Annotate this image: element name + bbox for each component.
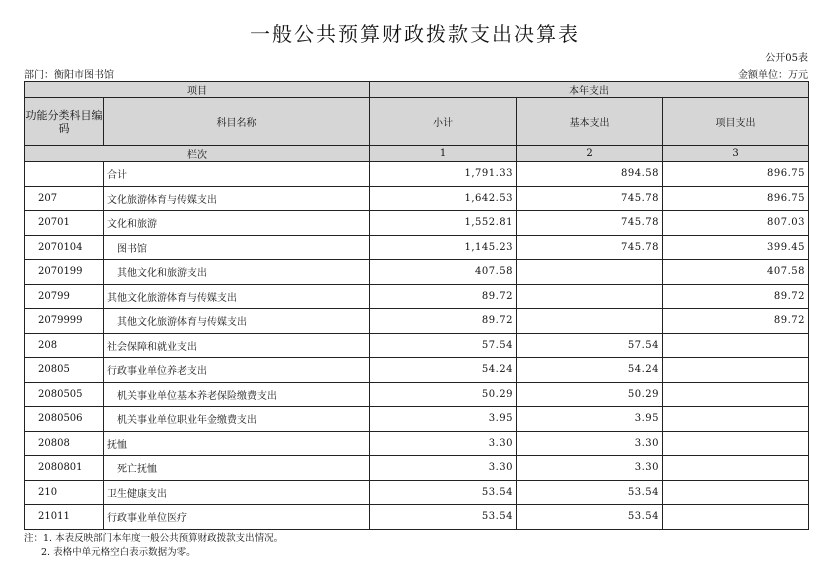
row-subtotal: 3.30 — [370, 431, 517, 456]
row-name: 抚恤 — [104, 431, 370, 456]
row-name: 文化旅游体育与传媒支出 — [104, 186, 370, 211]
header-col2: 2 — [517, 146, 663, 162]
expenditure-table — [24, 81, 809, 530]
row-code: 20805 — [25, 358, 104, 383]
row-name: 合计 — [104, 162, 370, 187]
table-row — [25, 235, 809, 260]
row-project — [663, 456, 809, 481]
row-code: 210 — [25, 480, 104, 505]
table-row — [25, 162, 809, 187]
row-project — [663, 407, 809, 432]
form-number: 公开05表 — [765, 53, 808, 64]
note-1: 注：1. 本表反映部门本年度一般公共预算财政拨款支出情况。 — [24, 533, 284, 544]
row-name: 图书馆 — [104, 235, 370, 260]
row-name: 社会保障和就业支出 — [104, 333, 370, 358]
row-project — [663, 505, 809, 530]
header-col1: 1 — [370, 146, 517, 162]
row-subtotal: 1,145.23 — [370, 235, 517, 260]
table-row — [25, 309, 809, 334]
row-project — [663, 431, 809, 456]
row-basic: 3.95 — [517, 407, 663, 432]
table-row — [25, 333, 809, 358]
footnotes — [24, 532, 283, 560]
row-subtotal: 54.24 — [370, 358, 517, 383]
row-name: 死亡抚恤 — [104, 456, 370, 481]
header-subtotal: 小计 — [370, 98, 517, 146]
table-row — [25, 382, 809, 407]
header-item: 项目 — [25, 82, 370, 98]
table-row — [25, 407, 809, 432]
row-code: 20701 — [25, 211, 104, 236]
row-name: 文化和旅游 — [104, 211, 370, 236]
header-col3: 3 — [663, 146, 809, 162]
row-basic: 3.30 — [517, 431, 663, 456]
row-basic: 53.54 — [517, 480, 663, 505]
row-basic: 745.78 — [517, 235, 663, 260]
row-basic: 53.54 — [517, 505, 663, 530]
row-subtotal: 1,791.33 — [370, 162, 517, 187]
row-subtotal: 1,552.81 — [370, 211, 517, 236]
unit-label: 金额单位：万元 — [738, 70, 808, 81]
row-name: 机关事业单位职业年金缴费支出 — [104, 407, 370, 432]
row-code: 20799 — [25, 284, 104, 309]
table-row — [25, 431, 809, 456]
row-subtotal: 1,642.53 — [370, 186, 517, 211]
row-code: 21011 — [25, 505, 104, 530]
row-code: 20808 — [25, 431, 104, 456]
row-name: 行政事业单位医疗 — [104, 505, 370, 530]
row-name: 其他文化旅游体育与传媒支出 — [104, 284, 370, 309]
row-basic: 3.30 — [517, 456, 663, 481]
row-subtotal: 50.29 — [370, 382, 517, 407]
header-current-year: 本年支出 — [370, 82, 809, 98]
row-name: 其他文化旅游体育与传媒支出 — [104, 309, 370, 334]
row-name: 其他文化和旅游支出 — [104, 260, 370, 285]
row-subtotal: 57.54 — [370, 333, 517, 358]
row-subtotal: 89.72 — [370, 309, 517, 334]
table-row — [25, 186, 809, 211]
page-title: 一般公共预算财政拨款支出决算表 — [250, 22, 580, 46]
row-project — [663, 382, 809, 407]
row-project: 896.75 — [663, 162, 809, 187]
department-label: 部门：衡阳市图书馆 — [24, 70, 114, 81]
header-code: 功能分类科目编码 — [25, 98, 104, 146]
row-project: 407.58 — [663, 260, 809, 285]
row-code: 2080801 — [25, 456, 104, 481]
header-project: 项目支出 — [663, 98, 809, 146]
row-name: 机关事业单位基本养老保险缴费支出 — [104, 382, 370, 407]
row-project: 89.72 — [663, 284, 809, 309]
row-project — [663, 358, 809, 383]
row-basic: 745.78 — [517, 186, 663, 211]
row-basic: 54.24 — [517, 358, 663, 383]
row-project: 89.72 — [663, 309, 809, 334]
row-project — [663, 480, 809, 505]
table-row — [25, 211, 809, 236]
row-code: 207 — [25, 186, 104, 211]
row-basic — [517, 284, 663, 309]
row-subtotal: 89.72 — [370, 284, 517, 309]
header-row-no: 栏次 — [25, 146, 370, 162]
row-subtotal: 3.95 — [370, 407, 517, 432]
header-row-1 — [25, 82, 809, 98]
row-code: 2070199 — [25, 260, 104, 285]
row-subtotal: 407.58 — [370, 260, 517, 285]
table-row — [25, 480, 809, 505]
header-row-2 — [25, 98, 809, 146]
row-code: 2070104 — [25, 235, 104, 260]
row-code: 208 — [25, 333, 104, 358]
table-row — [25, 505, 809, 530]
table-row — [25, 456, 809, 481]
row-name: 行政事业单位养老支出 — [104, 358, 370, 383]
row-code: 2079999 — [25, 309, 104, 334]
row-project: 807.03 — [663, 211, 809, 236]
row-project — [663, 333, 809, 358]
row-name: 卫生健康支出 — [104, 480, 370, 505]
row-basic — [517, 309, 663, 334]
row-basic: 745.78 — [517, 211, 663, 236]
row-subtotal: 3.30 — [370, 456, 517, 481]
note-2: 2. 表格中单元格空白表示数据为零。 — [41, 547, 196, 558]
row-project: 896.75 — [663, 186, 809, 211]
table-row — [25, 358, 809, 383]
header-row-3 — [25, 146, 809, 162]
row-basic: 57.54 — [517, 333, 663, 358]
table-row — [25, 284, 809, 309]
row-code — [25, 162, 104, 187]
header-basic: 基本支出 — [517, 98, 663, 146]
header-name: 科目名称 — [104, 98, 370, 146]
row-project: 399.45 — [663, 235, 809, 260]
row-basic: 894.58 — [517, 162, 663, 187]
row-subtotal: 53.54 — [370, 505, 517, 530]
table-row — [25, 260, 809, 285]
row-subtotal: 53.54 — [370, 480, 517, 505]
row-basic — [517, 260, 663, 285]
row-code: 2080506 — [25, 407, 104, 432]
row-basic: 50.29 — [517, 382, 663, 407]
row-code: 2080505 — [25, 382, 104, 407]
